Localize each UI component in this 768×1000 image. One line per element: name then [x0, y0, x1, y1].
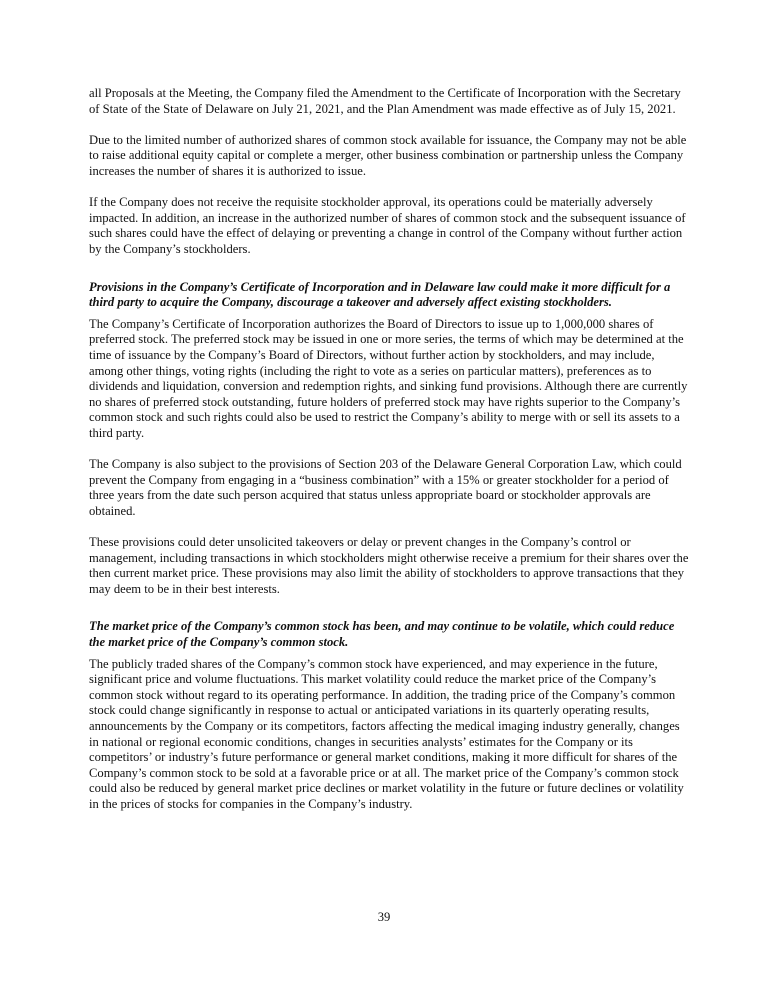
section-heading-market-price: The market price of the Company’s common stock has been, and may continue to be volatile, which could reduce the market price of the Company’s common stock. — [89, 619, 675, 649]
paragraph-amendment-filing: all Proposals at the Meeting, the Company filed the Amendment to the Certificate of Incorporation with the Secretary of State of the State of Delaware on July 21, 2021, and the Plan Amendment was made effective as of July 15, 2021. — [89, 86, 681, 116]
paragraph-volatility: The publicly traded shares of the Company’s common stock have experienced, and may experience in the future, significant price and volume fluctuations. This market volatility could reduce the market price of the Company’s common stock without regard to its operating performance. In addition, the trading price of the Company’s common stock could change significantly in response to actual or anticipated variations in its quarterly operating results, announcements by the Company or its competitors, factors affecting the medical imaging industry generally, changes in national or regional economic conditions, changes in securities analysts’ estimates for the Company or its competitors’ or industry’s future performance or general market conditions, making it more difficult for shares of the Company’s common stock to be sold at a favorable price or at all. The market price of the Company’s common stock could also be reduced by general market price declines or market volatility in the future or future declines or volatility in the prices of stocks for companies in the Company’s industry. — [89, 656, 684, 811]
paragraph-stockholder-approval: If the Company does not receive the requisite stockholder approval, its operations could be materially adversely impacted. In addition, an increase in the authorized number of shares of common stock and the subsequent issuance of such shares could have the effect of delaying or preventing a change in control of the Company without further action by the Company’s stockholders. — [89, 195, 686, 256]
paragraph-deter-takeovers: These provisions could deter unsolicited takeovers or delay or prevent changes in the Company’s control or management, including transactions in which stockholders might otherwise receive a premium for their shares over the then current market price. These provisions may also limit the ability of stockholders to approve transactions that they may deem to be in their best interests. — [89, 535, 689, 596]
page-number: 39 — [377, 910, 391, 924]
section-heading-provisions: Provisions in the Company’s Certificate of Incorporation and in Delaware law could make it more difficult for a third party to acquire the Company, discourage a takeover and adversely affect existing stockholders. — [89, 279, 671, 310]
paragraph-limited-shares: Due to the limited number of authorized shares of common stock available for issuance, the Company may not be able to raise additional equity capital or complete a merger, other business combination or partnership unless the Company increases the number of shares it is authorized to issue. — [89, 132, 687, 178]
paragraph-preferred-stock: The Company’s Certificate of Incorporation authorizes the Board of Directors to issue up to 1,000,000 shares of preferred stock. The preferred stock may be issued in one or more series, the terms of which may be determined at the time of issuance by the Company’s Board of Directors, without further action by stockholders, and may include, among other things, voting rights (including the right to vote as a series on particular matters), preferences as to dividends and liquidation, conversion and redemption rights, and sinking fund provisions. Although there are currently no shares of preferred stock outstanding, future holders of preferred stock may have rights superior to the Company’s common stock and such rights could also be used to restrict the Company’s ability to merge with or sell its assets to a third party. — [89, 316, 688, 440]
document-page — [89, 86, 689, 828]
paragraph-section-203: The Company is also subject to the provisions of Section 203 of the Delaware General Corporation Law, which could prevent the Company from engaging in a “business combination” with a 15% or greater stockholder for a period of three years from the date such person acquired that status unless appropriate board or stockholder approvals are obtained. — [89, 457, 682, 518]
